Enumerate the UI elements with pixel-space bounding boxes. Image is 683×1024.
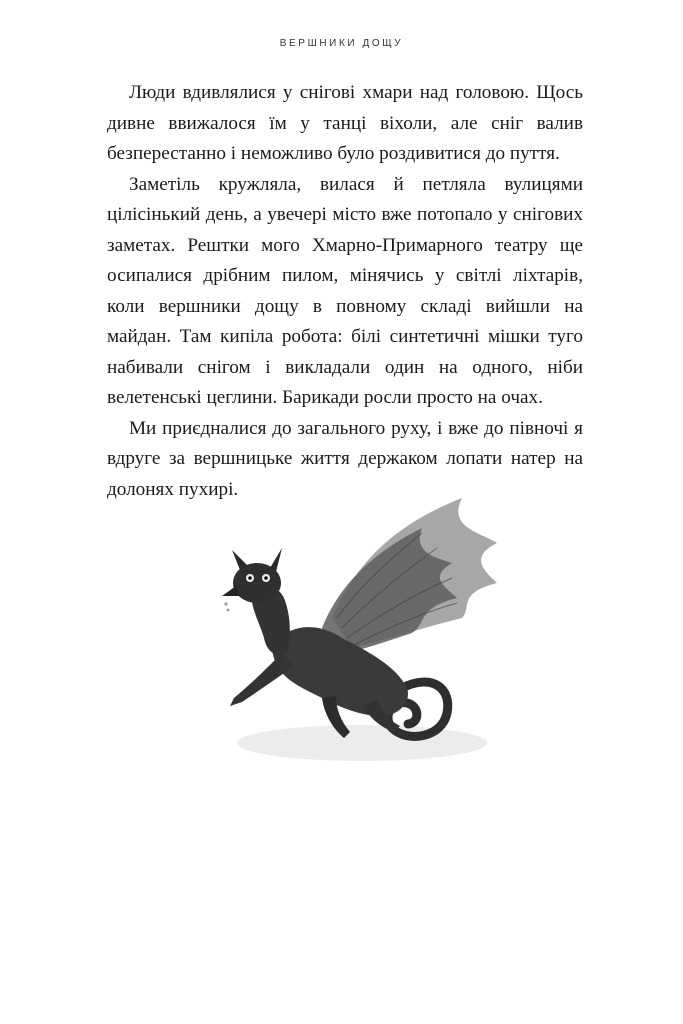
griffin-illustration (212, 488, 512, 778)
paragraph: Заметіль кружляла, вилася й петляла вулицями цілісінький день, а увечері місто вже потопало у снігових заметах. Рештки мого Хмарно-Примарного театру ще осипалися дрібним пилом, мінячись у світлі ліхтарів, коли вершники дощу в повному складі вийшли на майдан. Там кипіла робота: білі синтетичні мішки туго набивали снігом і викладали один на одного, ніби велетенські цеглини. Барикади росли просто на очах. (107, 173, 583, 408)
pupil-right (264, 576, 268, 580)
paragraph: Ми приєдналися до загального руху, і вже до півночі я вдруге за вершницьке життя держаком лопати натер на долонях пухирі. (107, 417, 583, 500)
front-leg (230, 653, 294, 706)
paragraph: Люди вдивлялися у снігові хмари над головою. Щось дивне ввижалося їм у танці віхоли, але сніг валив безперестанно і неможливо було роздивитися до пуття. (107, 82, 583, 164)
body-text (107, 78, 583, 505)
ear-right (270, 548, 282, 572)
pupil-left (248, 576, 252, 580)
tear-drop (224, 602, 227, 605)
ear-left (232, 550, 248, 570)
tear-drop (227, 609, 230, 612)
running-header: ВЕРШНИКИ ДОЩУ (279, 38, 404, 49)
ground-shadow (237, 725, 487, 761)
